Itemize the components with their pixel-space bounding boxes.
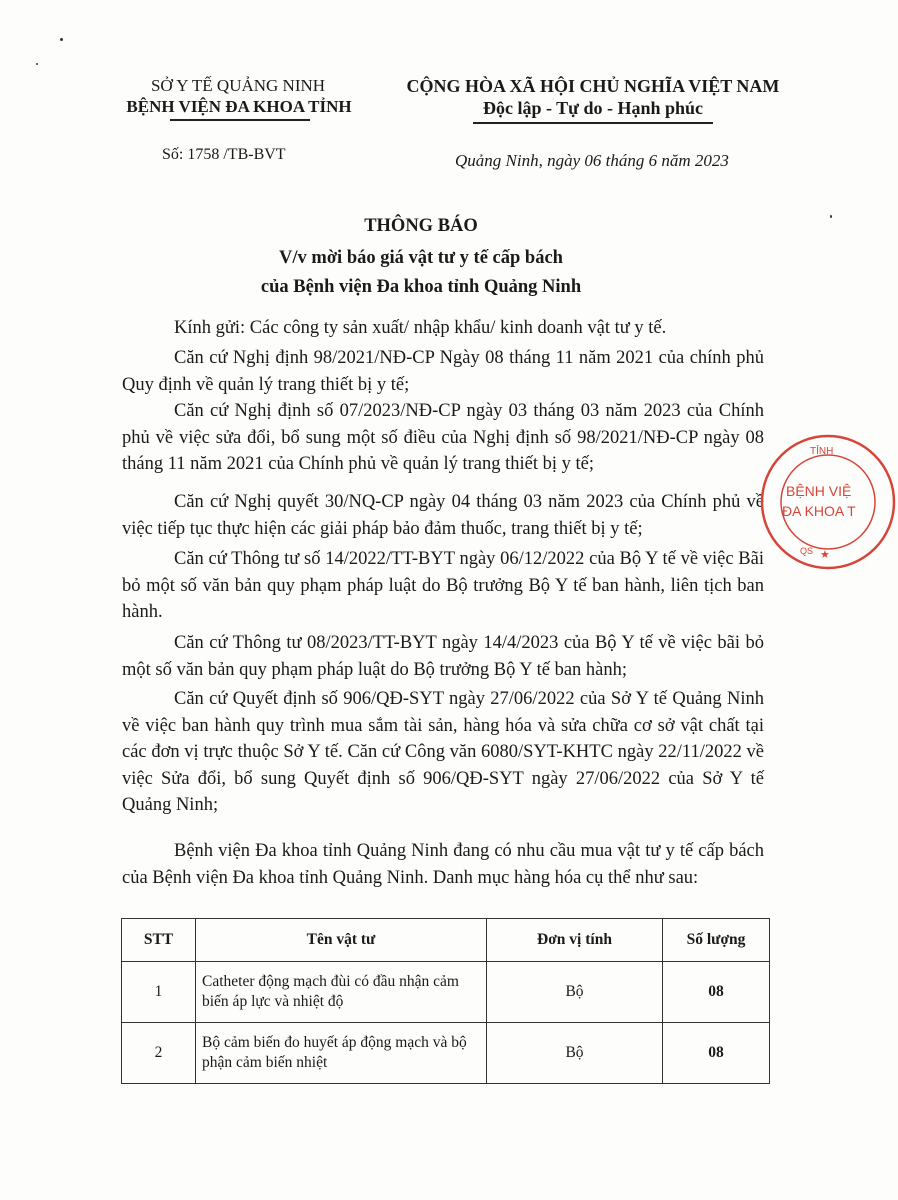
seal-star: ★	[820, 549, 830, 561]
scan-speck	[830, 215, 832, 218]
paragraph-legal-basis-1: Căn cứ Nghị định 98/2021/NĐ-CP Ngày 08 tháng 11 năm 2021 của chính phủ Quy định về quản lý trang thiết bị y tế;	[122, 348, 764, 395]
seal-line-1: BỆNH VIỆ	[786, 483, 852, 499]
ministry-name: SỞ Y TẾ QUẢNG NINH	[150, 76, 326, 95]
hospital-underline	[170, 119, 310, 121]
seal-icon	[758, 432, 898, 572]
header-quantity: Số lượng	[663, 919, 770, 962]
paragraph-legal-basis-2: Căn cứ Nghị định số 07/2023/NĐ-CP ngày 03 tháng 03 năm 2023 của Chính phủ về việc sửa đổi, bổ sung một số điều của Nghị định số 98/2021/NĐ-CP ngày 08 tháng 11 năm 2021 của Chính phủ về quản lý trang thiết bị y tế;	[122, 401, 764, 474]
hospital-name: BỆNH VIỆN ĐA KHOA TỈNH	[126, 97, 352, 116]
cell-item-name: Bộ cảm biến đo huyết áp động mạch và bộ phận cảm biến nhiệt	[196, 1023, 487, 1084]
seal-top-text: TỈNH	[810, 446, 834, 457]
seal-bottom-text: QS	[800, 546, 814, 556]
header-item-name: Tên vật tư	[196, 919, 487, 962]
cell-stt: 1	[122, 962, 196, 1023]
cell-quantity: 08	[663, 962, 770, 1023]
cell-unit: Bộ	[487, 1023, 663, 1084]
table-header-row	[122, 919, 770, 962]
table-row	[122, 962, 770, 1023]
document-number: Số: 1758 /TB-BVT	[162, 146, 286, 163]
cell-stt: 2	[122, 1023, 196, 1084]
paragraph-legal-basis-4: Căn cứ Thông tư số 14/2022/TT-BYT ngày 06/12/2022 của Bộ Y tế về việc Bãi bỏ một số văn bản quy phạm pháp luật do Bộ trưởng Bộ Y tế ban hành, liên tịch ban hành.	[122, 549, 764, 622]
table-row	[122, 1023, 770, 1084]
paragraph-request: Bệnh viện Đa khoa tỉnh Quảng Ninh đang có nhu cầu mua vật tư y tế cấp bách của Bệnh viện Đa khoa tỉnh Quảng Ninh. Danh mục hàng hóa cụ thể như sau:	[122, 841, 764, 888]
subject-line-2: của Bệnh viện Đa khoa tỉnh Quảng Ninh	[260, 277, 582, 297]
paragraph-legal-basis-6: Căn cứ Quyết định số 906/QĐ-SYT ngày 27/06/2022 của Sở Y tế Quảng Ninh về việc ban hành quy trình mua sắm tài sản, hàng hóa và sửa chữa cơ sở vật chất tại các đơn vị trực thuộc Sở Y tế. Căn cứ Công văn 6080/SYT-KHTC ngày 22/11/2022 về việc Sửa đổi, bổ sung Quyết định số 906/QĐ-SYT ngày 27/06/2022 của Sở Y tế Quảng Ninh;	[122, 689, 764, 815]
official-seal	[758, 432, 856, 572]
place-date: Quảng Ninh, ngày 06 tháng 6 năm 2023	[455, 151, 729, 170]
subject-line-1: V/v mời báo giá vật tư y tế cấp bách	[279, 248, 563, 268]
motto-underline	[473, 122, 713, 124]
header-unit: Đơn vị tính	[487, 919, 663, 962]
recipient-line: Kính gửi: Các công ty sản xuất/ nhập khẩu/ kinh doanh vật tư y tế.	[174, 318, 667, 338]
cell-quantity: 08	[663, 1023, 770, 1084]
paragraph-legal-basis-3: Căn cứ Nghị quyết 30/NQ-CP ngày 04 tháng 03 năm 2023 của Chính phủ về việc tiếp tục thực hiện các giải pháp bảo đảm thuốc, trang thiết bị y tế;	[122, 492, 764, 539]
nation-motto: Độc lập - Tự do - Hạnh phúc	[482, 98, 704, 118]
header-stt: STT	[122, 919, 196, 962]
cell-item-name: Catheter động mạch đùi có đầu nhận cảm biến áp lực và nhiệt độ	[196, 962, 487, 1023]
notice-title: THÔNG BÁO	[364, 216, 478, 236]
nation-title: CỘNG HÒA XÃ HỘI CHỦ NGHĨA VIỆT NAM	[406, 76, 780, 96]
paragraph-legal-basis-5: Căn cứ Thông tư 08/2023/TT-BYT ngày 14/4/2023 của Bộ Y tế về việc bãi bỏ một số văn bản quy phạm pháp luật do Bộ trưởng Bộ Y tế ban hành;	[122, 633, 764, 680]
cell-unit: Bộ	[487, 962, 663, 1023]
scan-speck	[60, 38, 63, 41]
items-table	[121, 918, 770, 1084]
seal-line-2: ĐA KHOA T	[782, 503, 856, 519]
scan-speck	[36, 63, 38, 65]
